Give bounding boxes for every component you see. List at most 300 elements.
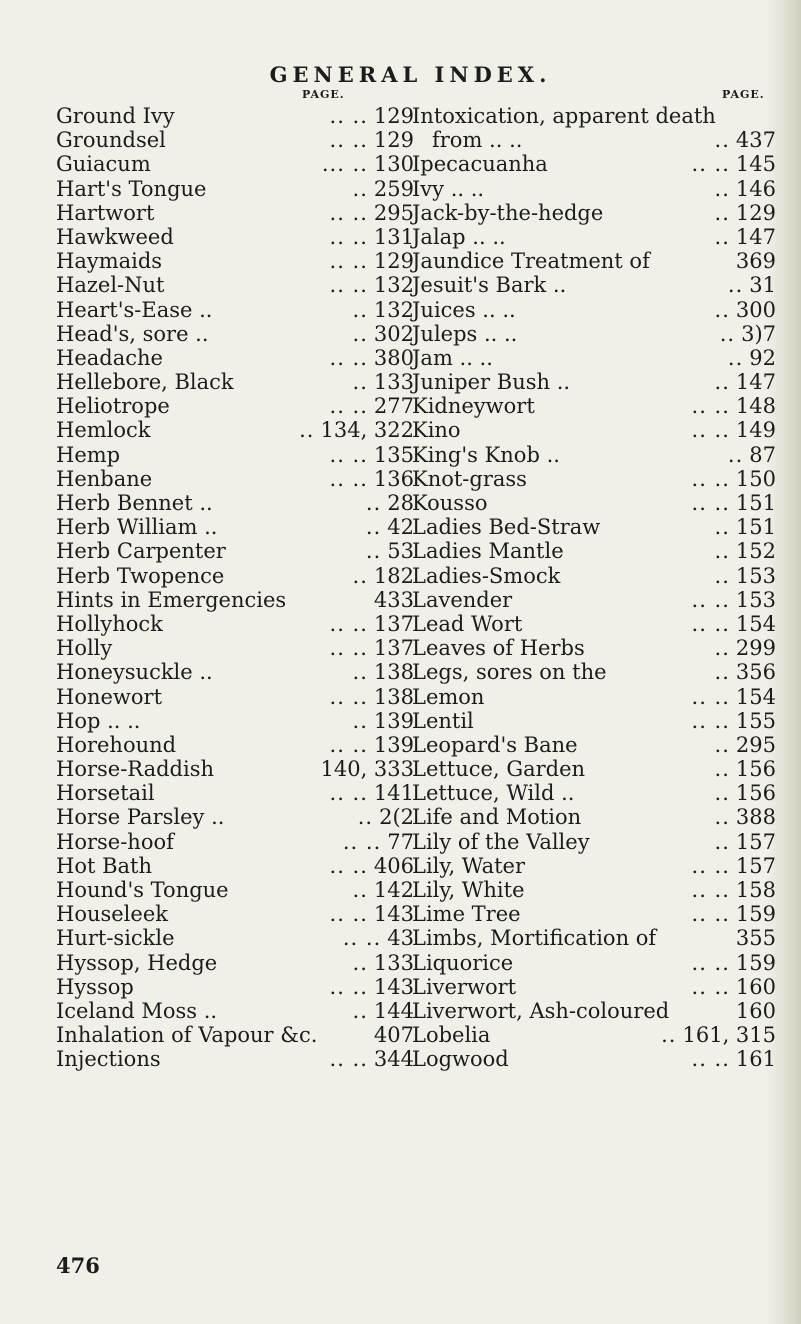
index-term: Holly bbox=[56, 636, 113, 661]
index-page-ref: 132 bbox=[373, 273, 414, 298]
index-entry bbox=[56, 346, 414, 370]
index-term: Hazel-Nut bbox=[56, 273, 165, 298]
leader-dots: .. bbox=[352, 563, 368, 588]
index-term: Hart's Tongue bbox=[56, 176, 207, 201]
index-entry bbox=[56, 878, 414, 902]
index-entry bbox=[412, 564, 776, 588]
index-term: Liverwort, Ash-coloured bbox=[412, 998, 670, 1023]
leader-dots: .. bbox=[714, 829, 730, 854]
index-term: Limbs, Mortification of bbox=[412, 926, 657, 951]
leader-dots: .. .. bbox=[691, 418, 730, 443]
leader-dots: .. bbox=[714, 176, 730, 201]
leader-dots: .. bbox=[352, 297, 368, 322]
index-page-ref: 77 bbox=[387, 829, 414, 854]
index-entry bbox=[412, 370, 776, 394]
index-entry bbox=[412, 1023, 776, 1047]
leader-dots: .. bbox=[352, 998, 368, 1023]
index-term: Lily, Water bbox=[412, 853, 525, 878]
index-term: Herb Bennet .. bbox=[56, 491, 213, 515]
index-term: Herb Twopence bbox=[56, 563, 225, 588]
index-term: Hemp bbox=[56, 442, 121, 467]
index-entry bbox=[412, 926, 776, 950]
leader-dots: .. .. bbox=[691, 878, 730, 902]
index-term: Hot Bath bbox=[56, 853, 152, 878]
index-term: Inhalation of Vapour &c. bbox=[56, 1023, 318, 1048]
index-term: Hawkweed bbox=[56, 224, 174, 249]
index-page-ref: 344 bbox=[373, 1047, 414, 1072]
leader-dots: .. bbox=[714, 563, 730, 588]
leader-dots: .. bbox=[714, 781, 730, 806]
index-term: from .. .. bbox=[432, 128, 523, 153]
leader-dots: .. .. bbox=[691, 684, 730, 709]
index-page-ref: 129 bbox=[373, 128, 414, 153]
index-page-ref: 137 bbox=[373, 636, 414, 661]
index-term: Lead Wort bbox=[412, 611, 523, 636]
left-index-column bbox=[56, 104, 414, 1072]
index-page-ref: 300 bbox=[735, 297, 776, 322]
index-term: Jaundice Treatment of bbox=[412, 249, 650, 274]
index-page-ref: 158 bbox=[735, 878, 776, 902]
leader-dots: .. .. bbox=[691, 708, 730, 733]
index-page-ref: 355 bbox=[735, 926, 776, 951]
leader-dots: .. .. bbox=[329, 200, 368, 225]
leader-dots: .. bbox=[714, 636, 730, 661]
index-entry bbox=[56, 1023, 414, 1047]
index-page-ref: 407 bbox=[373, 1023, 414, 1048]
index-page-ref: 380 bbox=[373, 345, 414, 370]
index-entry bbox=[56, 685, 414, 709]
index-term: Hyssop, Hedge bbox=[56, 950, 218, 975]
index-page-ref: 133 bbox=[373, 370, 414, 395]
leader-dots: .. bbox=[714, 732, 730, 757]
index-term: Hound's Tongue bbox=[56, 878, 229, 902]
index-entry bbox=[412, 733, 776, 757]
leader-dots: .. bbox=[661, 1023, 677, 1048]
index-page-ref: 136 bbox=[373, 466, 414, 491]
leader-dots: .. .. bbox=[329, 224, 368, 249]
index-page-ref: 131 bbox=[373, 224, 414, 249]
index-entry bbox=[412, 757, 776, 781]
index-entry bbox=[412, 467, 776, 491]
index-term: Liquorice bbox=[412, 950, 514, 975]
index-page-ref: 42 bbox=[387, 515, 414, 540]
index-page-ref: 135 bbox=[373, 442, 414, 467]
index-term: Leaves of Herbs bbox=[412, 636, 585, 661]
index-term: Injections bbox=[56, 1047, 161, 1072]
leader-dots: .. .. bbox=[329, 853, 368, 878]
index-page-ref: 28 bbox=[387, 491, 414, 515]
index-page-ref: 152 bbox=[735, 539, 776, 564]
leader-dots: .. bbox=[714, 539, 730, 564]
index-page-ref: 92 bbox=[749, 345, 776, 370]
index-page-ref: 160 bbox=[735, 998, 776, 1023]
index-entry bbox=[56, 515, 414, 539]
index-entry bbox=[56, 902, 414, 926]
index-entry bbox=[56, 999, 414, 1023]
leader-dots: .. bbox=[299, 418, 315, 443]
index-page-ref: 43 bbox=[387, 926, 414, 951]
leader-dots: .. .. bbox=[691, 974, 730, 999]
index-page-ref: 154 bbox=[735, 611, 776, 636]
index-entry bbox=[412, 104, 776, 128]
index-entry bbox=[56, 636, 414, 660]
index-term: Jalap .. .. bbox=[412, 224, 506, 249]
index-term: Juniper Bush .. bbox=[412, 370, 571, 395]
index-term: Ground Ivy bbox=[56, 104, 175, 128]
index-term: Jam .. .. bbox=[412, 345, 493, 370]
leader-dots: .. .. bbox=[691, 491, 730, 515]
index-page-ref: 151 bbox=[735, 491, 776, 515]
index-page-ref: 129 bbox=[735, 200, 776, 225]
index-entry bbox=[412, 443, 776, 467]
index-page-ref: 154 bbox=[735, 684, 776, 709]
index-page-ref: 143 bbox=[373, 974, 414, 999]
leader-dots: .. bbox=[365, 491, 382, 515]
index-entry bbox=[56, 660, 414, 684]
index-page-ref: 2(2 bbox=[379, 805, 414, 830]
index-page-ref: 437 bbox=[735, 128, 776, 153]
leader-dots: .. .. bbox=[329, 974, 368, 999]
leader-dots: .. .. bbox=[342, 829, 382, 854]
leader-dots: .. .. bbox=[329, 781, 368, 806]
index-term: Iceland Moss .. bbox=[56, 998, 218, 1023]
leader-dots: .. bbox=[727, 273, 744, 298]
index-entry bbox=[412, 249, 776, 273]
index-page-ref: 134, 322 bbox=[320, 418, 414, 443]
index-page-ref: 130 bbox=[373, 152, 414, 177]
leader-dots: .. .. bbox=[329, 732, 368, 757]
leader-dots: .. .. bbox=[329, 273, 368, 298]
index-entry bbox=[412, 830, 776, 854]
index-entry bbox=[56, 1047, 414, 1071]
index-term: Headache bbox=[56, 345, 163, 370]
index-entry bbox=[56, 467, 414, 491]
index-entry bbox=[56, 128, 414, 152]
leader-dots: .. bbox=[714, 757, 730, 782]
index-term: Hellebore, Black bbox=[56, 370, 234, 395]
leader-dots: .. .. bbox=[329, 1047, 368, 1072]
index-page-ref: 406 bbox=[373, 853, 414, 878]
index-page-ref: 137 bbox=[373, 611, 414, 636]
index-entry bbox=[56, 370, 414, 394]
index-term: Henbane bbox=[56, 466, 153, 491]
index-page-ref: 129 bbox=[373, 249, 414, 274]
leader-dots: .. bbox=[365, 515, 382, 540]
index-page-ref: 356 bbox=[735, 660, 776, 685]
index-entry bbox=[56, 225, 414, 249]
index-entry bbox=[56, 201, 414, 225]
index-entry bbox=[56, 733, 414, 757]
index-term: Hartwort bbox=[56, 200, 155, 225]
index-entry bbox=[56, 298, 414, 322]
index-page-ref: 151 bbox=[735, 515, 776, 540]
index-term: Hemlock bbox=[56, 418, 151, 443]
leader-dots: .. .. bbox=[691, 902, 730, 927]
index-entry bbox=[412, 491, 776, 515]
index-term: Lettuce, Garden bbox=[412, 757, 586, 782]
leader-dots: .. bbox=[357, 805, 374, 830]
index-page-ref: 150 bbox=[735, 466, 776, 491]
index-entry bbox=[56, 152, 414, 176]
right-index-column bbox=[412, 104, 776, 1072]
index-page-ref: 140, 333 bbox=[320, 757, 414, 782]
index-page-ref: 149 bbox=[735, 418, 776, 443]
index-page-ref: 388 bbox=[735, 805, 776, 830]
index-term: Herb William .. bbox=[56, 515, 218, 540]
running-head: GENERAL INDEX. bbox=[269, 62, 552, 87]
leader-dots: .. .. bbox=[691, 1047, 730, 1072]
index-page-ref: 299 bbox=[735, 636, 776, 661]
index-term: Logwood bbox=[412, 1047, 509, 1072]
leader-dots: .. bbox=[714, 128, 730, 153]
leader-dots: .. bbox=[352, 321, 368, 346]
index-term: Head's, sore .. bbox=[56, 321, 209, 346]
index-term: Lettuce, Wild .. bbox=[412, 781, 575, 806]
index-term: Ipecacuanha bbox=[412, 152, 548, 177]
index-entry bbox=[412, 636, 776, 660]
index-entry bbox=[56, 539, 414, 563]
index-entry bbox=[412, 612, 776, 636]
index-term: Kino bbox=[412, 418, 461, 443]
index-entry bbox=[412, 660, 776, 684]
index-entry bbox=[56, 249, 414, 273]
index-entry bbox=[56, 781, 414, 805]
index-term: Heart's-Ease .. bbox=[56, 297, 213, 322]
leader-dots: .. bbox=[719, 321, 736, 346]
index-page-ref: 129 bbox=[373, 104, 414, 128]
index-term: Guiacum bbox=[56, 152, 151, 177]
index-entry bbox=[412, 854, 776, 878]
index-term: Lime Tree bbox=[412, 902, 521, 927]
index-term: Juleps .. .. bbox=[412, 321, 518, 346]
index-entry bbox=[412, 1047, 776, 1071]
index-entry bbox=[412, 298, 776, 322]
index-page-ref: 31 bbox=[749, 273, 776, 298]
index-term: Groundsel bbox=[56, 128, 166, 153]
index-term: Lobelia bbox=[412, 1023, 491, 1048]
index-entry bbox=[412, 418, 776, 442]
index-page-ref: 277 bbox=[373, 394, 414, 419]
index-entry bbox=[56, 443, 414, 467]
left-page-column-label: PAGE. bbox=[302, 88, 345, 101]
leader-dots: .. bbox=[727, 345, 744, 370]
index-term: Lentil bbox=[412, 708, 474, 733]
index-term: Liverwort bbox=[412, 974, 517, 999]
index-entry bbox=[412, 128, 776, 152]
index-page-ref: 160 bbox=[735, 974, 776, 999]
leader-dots: .. bbox=[727, 442, 744, 467]
index-term: Jack-by-the-hedge bbox=[412, 200, 604, 225]
index-entry bbox=[56, 491, 414, 515]
leader-dots: .. .. bbox=[329, 249, 368, 274]
index-entry bbox=[412, 225, 776, 249]
index-term: King's Knob .. bbox=[412, 442, 560, 467]
index-term: Hurt-sickle bbox=[56, 926, 175, 951]
index-entry bbox=[412, 709, 776, 733]
index-term: Honewort bbox=[56, 684, 163, 709]
leader-dots: .. .. bbox=[691, 394, 730, 419]
index-page-ref: 159 bbox=[735, 950, 776, 975]
index-entry bbox=[412, 201, 776, 225]
index-term: Horse-Raddish bbox=[56, 757, 215, 782]
leader-dots: .. .. bbox=[691, 152, 730, 177]
leader-dots: .. .. bbox=[329, 442, 368, 467]
index-entry bbox=[56, 830, 414, 854]
index-entry bbox=[56, 104, 414, 128]
leader-dots: .. bbox=[352, 176, 368, 201]
index-entry bbox=[412, 322, 776, 346]
leader-dots: .. bbox=[714, 200, 730, 225]
index-page-ref: 138 bbox=[373, 684, 414, 709]
index-term: Lavender bbox=[412, 587, 513, 612]
index-term: Ladies-Smock bbox=[412, 563, 561, 588]
leader-dots: .. .. bbox=[691, 611, 730, 636]
index-term: Horse Parsley .. bbox=[56, 805, 225, 830]
index-page-ref: 146 bbox=[735, 176, 776, 201]
index-term: Knot-grass bbox=[412, 466, 527, 491]
index-entry bbox=[56, 757, 414, 781]
index-entry bbox=[56, 709, 414, 733]
leader-dots: .. bbox=[714, 297, 730, 322]
leader-dots: .. .. bbox=[329, 611, 368, 636]
index-term: Leopard's Bane bbox=[412, 732, 578, 757]
leader-dots: .. .. bbox=[329, 394, 368, 419]
index-term: Lemon bbox=[412, 684, 485, 709]
index-page-ref: 161, 315 bbox=[682, 1023, 776, 1048]
leader-dots: .. .. bbox=[329, 104, 368, 128]
index-page-ref: 138 bbox=[373, 660, 414, 685]
index-entry bbox=[56, 975, 414, 999]
index-entry bbox=[56, 805, 414, 829]
index-entry bbox=[56, 926, 414, 950]
index-entry bbox=[412, 975, 776, 999]
leader-dots: .. .. bbox=[329, 345, 368, 370]
index-page-ref: 182 bbox=[373, 563, 414, 588]
index-term: Kousso bbox=[412, 491, 488, 515]
index-term: Ladies Mantle bbox=[412, 539, 564, 564]
index-entry bbox=[412, 394, 776, 418]
index-page-ref: 159 bbox=[735, 902, 776, 927]
leader-dots: .. bbox=[365, 539, 382, 564]
index-page-ref: 133 bbox=[373, 950, 414, 975]
index-term: Haymaids bbox=[56, 249, 163, 274]
index-page-ref: 148 bbox=[735, 394, 776, 419]
index-page-ref: 156 bbox=[735, 757, 776, 782]
index-entry bbox=[56, 612, 414, 636]
index-page-ref: 369 bbox=[735, 249, 776, 274]
index-term: Heliotrope bbox=[56, 394, 170, 419]
index-page-ref: 53 bbox=[387, 539, 414, 564]
index-term: Intoxication, apparent death bbox=[412, 104, 716, 128]
index-entry bbox=[56, 854, 414, 878]
index-page-ref: 155 bbox=[735, 708, 776, 733]
leader-dots: .. .. bbox=[329, 128, 368, 153]
index-entry bbox=[56, 177, 414, 201]
leader-dots: .. .. bbox=[329, 684, 368, 709]
index-entry bbox=[412, 685, 776, 709]
index-term: Horsetail bbox=[56, 781, 155, 806]
index-term: Honeysuckle .. bbox=[56, 660, 213, 685]
index-page-ref: 302 bbox=[373, 321, 414, 346]
index-page-ref: 433 bbox=[373, 587, 414, 612]
index-page-ref: 157 bbox=[735, 829, 776, 854]
index-page-ref: 161 bbox=[735, 1047, 776, 1072]
index-term: Life and Motion bbox=[412, 805, 582, 830]
leader-dots: .. bbox=[352, 878, 368, 902]
leader-dots: .. bbox=[714, 224, 730, 249]
index-page-ref: 142 bbox=[373, 878, 414, 902]
index-entry bbox=[412, 177, 776, 201]
index-page-ref: 157 bbox=[735, 853, 776, 878]
index-entry bbox=[412, 539, 776, 563]
index-term: Legs, sores on the bbox=[412, 660, 607, 685]
index-entry bbox=[412, 902, 776, 926]
index-term: Horehound bbox=[56, 732, 177, 757]
index-entry bbox=[56, 394, 414, 418]
index-term: Juices .. .. bbox=[412, 297, 516, 322]
index-entry bbox=[412, 515, 776, 539]
index-page-ref: 295 bbox=[735, 732, 776, 757]
index-entry bbox=[412, 588, 776, 612]
index-entry bbox=[412, 152, 776, 176]
index-term: Herb Carpenter bbox=[56, 539, 226, 564]
index-page-ref: 153 bbox=[735, 563, 776, 588]
index-page-ref: 143 bbox=[373, 902, 414, 927]
index-page-ref: 259 bbox=[373, 176, 414, 201]
leader-dots: .. .. bbox=[691, 466, 730, 491]
index-page-ref: 147 bbox=[735, 370, 776, 395]
leader-dots: .. bbox=[714, 370, 730, 395]
index-page-ref: 141 bbox=[373, 781, 414, 806]
leader-dots: .. .. bbox=[691, 587, 730, 612]
index-entry bbox=[56, 951, 414, 975]
index-entry bbox=[412, 878, 776, 902]
leader-dots: .. bbox=[352, 708, 368, 733]
leader-dots: .. bbox=[714, 515, 730, 540]
index-page-ref: 3)7 bbox=[741, 321, 776, 346]
leader-dots: .. bbox=[352, 950, 368, 975]
leader-dots: .. .. bbox=[329, 466, 368, 491]
index-page-ref: 145 bbox=[735, 152, 776, 177]
index-term: Lily of the Valley bbox=[412, 829, 590, 854]
leader-dots: .. .. bbox=[691, 853, 730, 878]
index-entry bbox=[412, 951, 776, 975]
index-term: Ladies Bed-Straw bbox=[412, 515, 601, 540]
index-entry bbox=[412, 346, 776, 370]
index-term: Lily, White bbox=[412, 878, 525, 902]
leader-dots: .. bbox=[714, 805, 730, 830]
index-entry bbox=[412, 999, 776, 1023]
index-page-ref: 295 bbox=[373, 200, 414, 225]
index-entry bbox=[56, 273, 414, 297]
right-page-column-label: PAGE. bbox=[722, 88, 765, 101]
index-entry bbox=[56, 588, 414, 612]
index-page-ref: 87 bbox=[749, 442, 776, 467]
leader-dots: .. .. bbox=[342, 926, 382, 951]
leader-dots: .. .. bbox=[329, 902, 368, 927]
index-entry bbox=[412, 805, 776, 829]
index-entry bbox=[56, 322, 414, 346]
leader-dots: .. .. bbox=[691, 950, 730, 975]
index-page-ref: 132 bbox=[373, 297, 414, 322]
index-term: Houseleek bbox=[56, 902, 168, 927]
index-term: Horse-hoof bbox=[56, 829, 174, 854]
index-term: Hints in Emergencies bbox=[56, 587, 287, 612]
index-term: Jesuit's Bark .. bbox=[412, 273, 567, 298]
leader-dots: .. bbox=[352, 370, 368, 395]
index-entry bbox=[412, 781, 776, 805]
leader-dots: .. bbox=[352, 660, 368, 685]
